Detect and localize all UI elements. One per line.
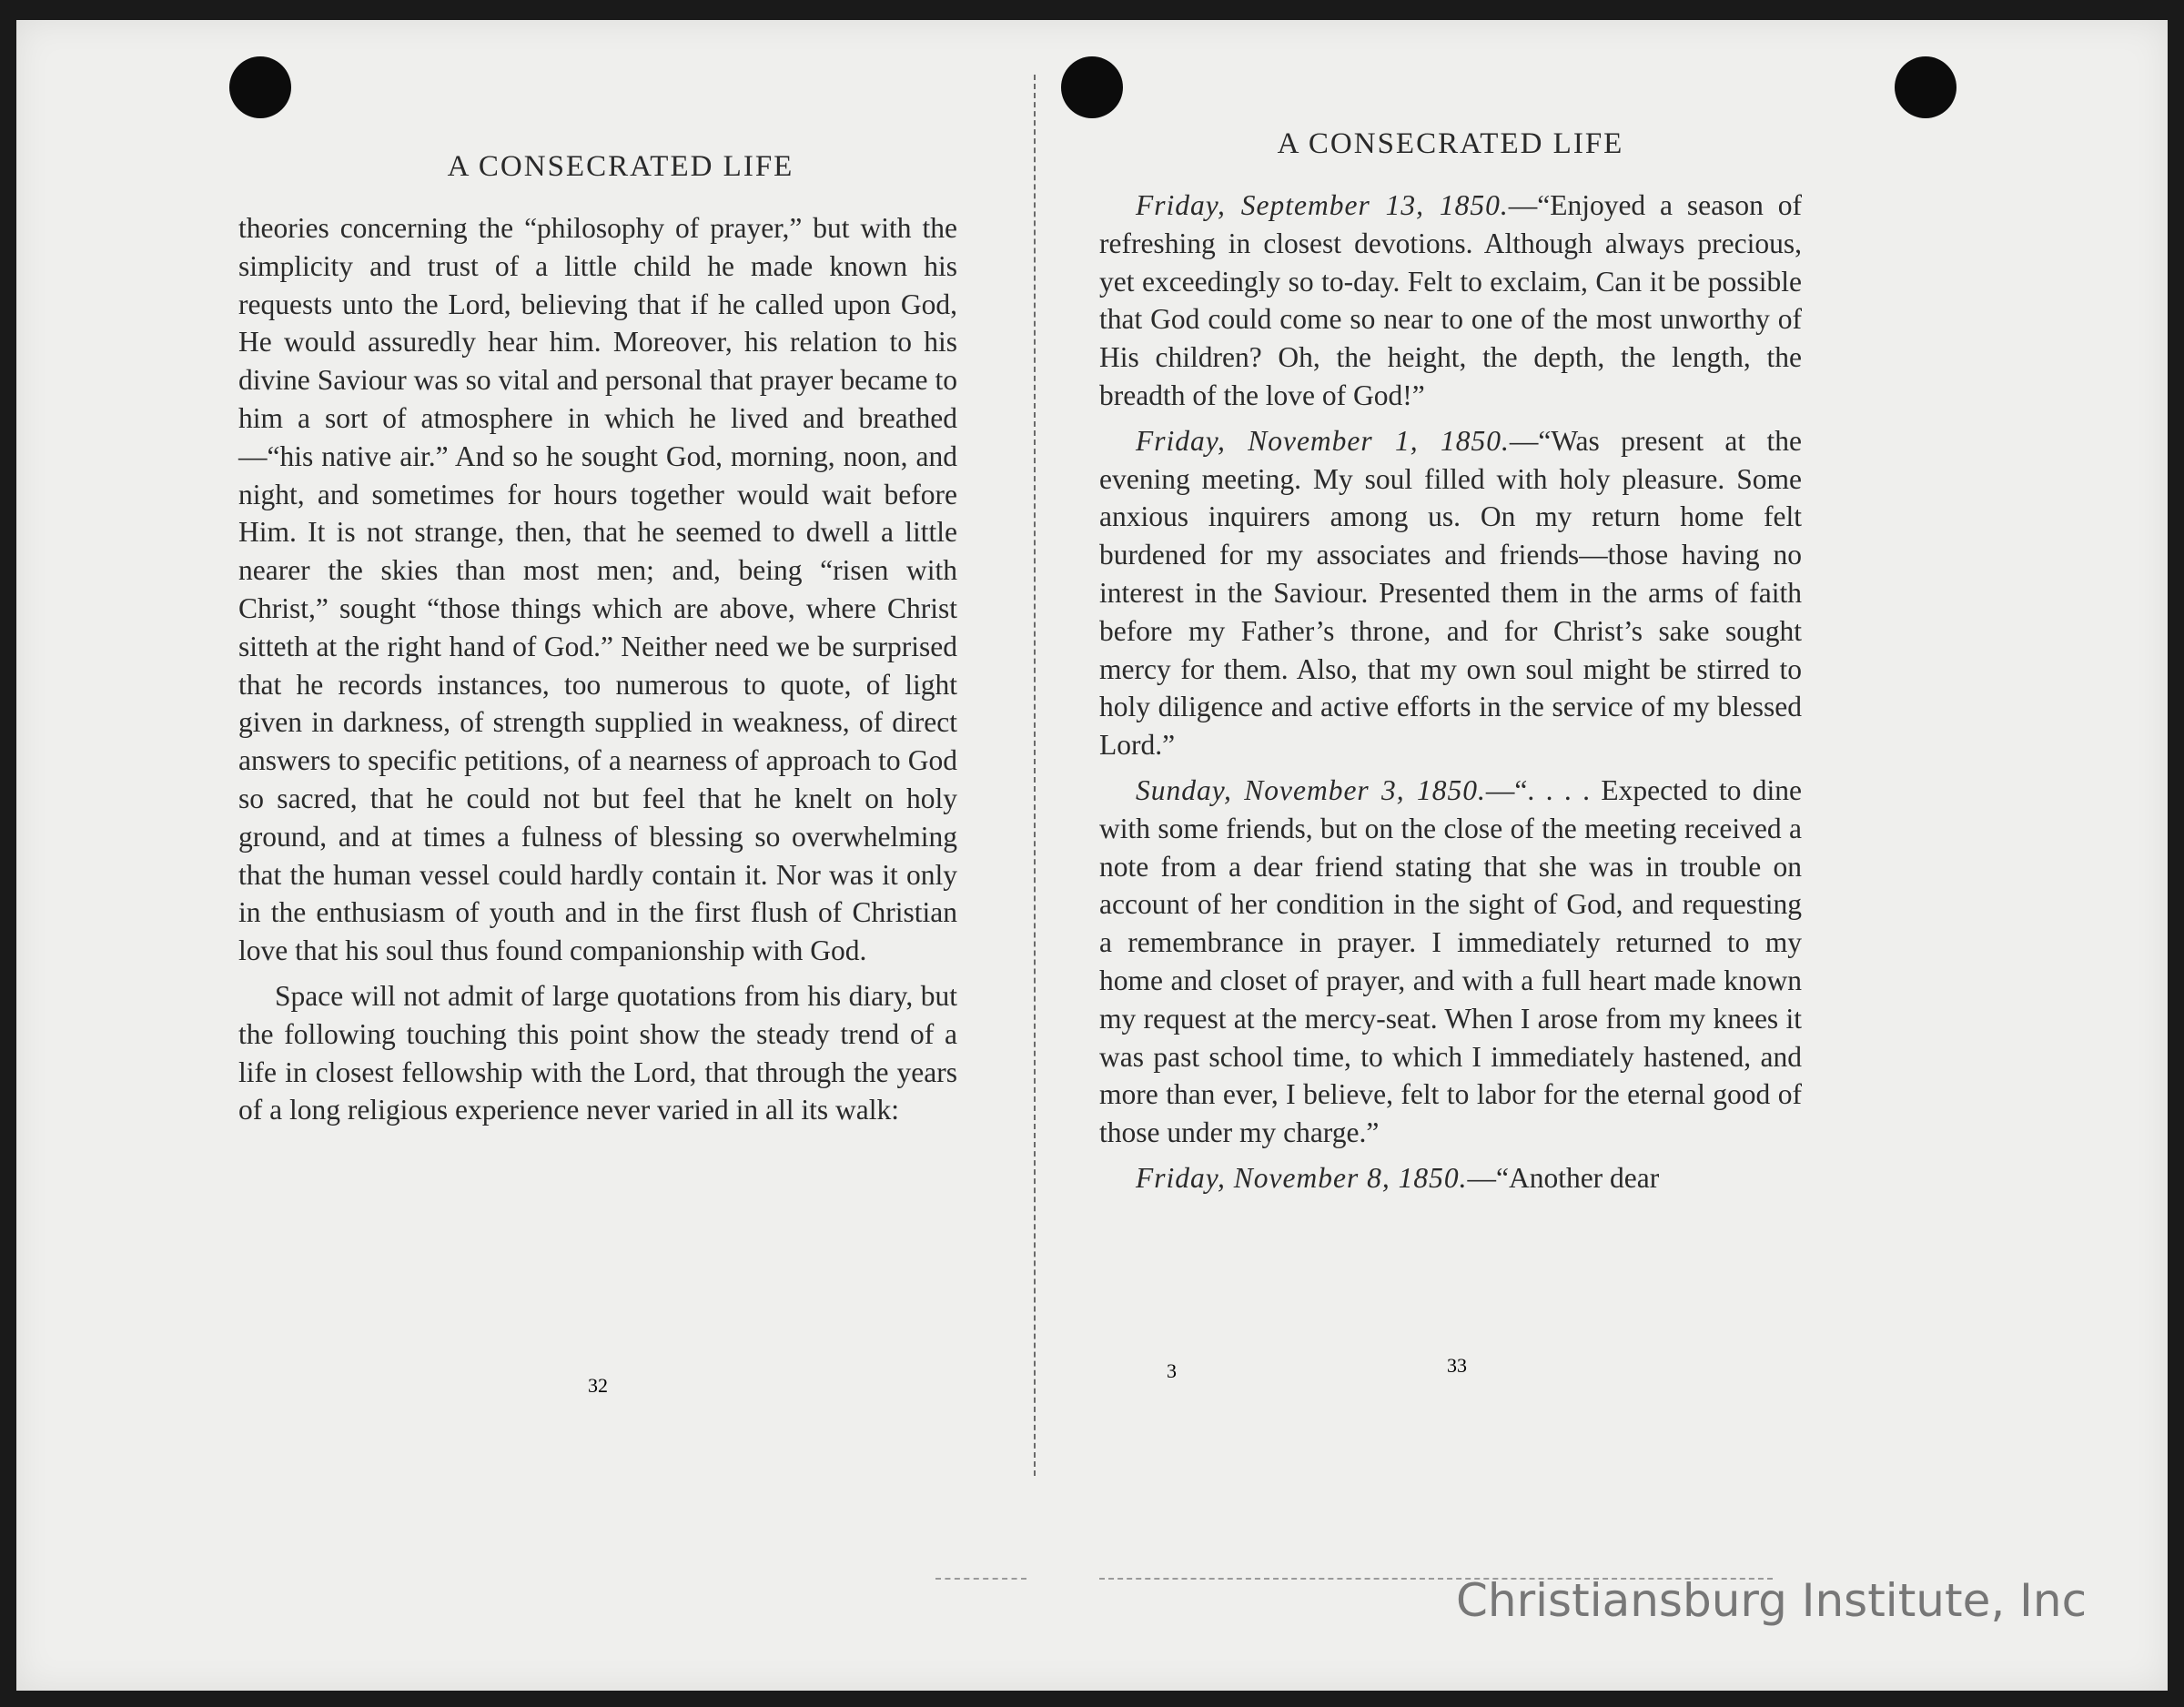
watermark-text: Christiansburg Institute, Inc	[1456, 1574, 2088, 1627]
entry-date: Friday, November 8, 1850.	[1136, 1161, 1468, 1194]
punch-hole-right	[1895, 56, 1956, 118]
diary-entry	[1099, 422, 1802, 764]
diary-entry	[1099, 1159, 1802, 1197]
page-fold-line	[1034, 75, 1036, 1476]
bottom-edge-line	[935, 1578, 1026, 1580]
page-number-right: 33	[1447, 1354, 1467, 1377]
diary-entry	[1099, 772, 1802, 1152]
entry-date: Friday, September 13, 1850.	[1136, 189, 1509, 221]
punch-hole-left	[229, 56, 291, 118]
running-head-right: A CONSECRATED LIFE	[1277, 127, 1624, 160]
page-number-left: 32	[588, 1374, 608, 1397]
running-head-left: A CONSECRATED LIFE	[447, 150, 794, 183]
entry-text: —“Enjoyed a season of refreshing in closest devotions. Although always precious, yet exceedingly so to-day. Felt to exclaim, Can it be possible that God could come so near to one of the most unworthy of His children? Oh, the height, the depth, the length, the breadth of the love of God!”	[1099, 189, 1803, 411]
entry-date: Sunday, November 3, 1850.	[1136, 773, 1486, 806]
right-page	[1099, 127, 1802, 1197]
signature-mark: 3	[1167, 1359, 1177, 1382]
entry-text: —“. . . . Expected to dine with some friends, but on the close of the meeting received a note from a dear friend stating that she was in trouble on account of her condition in the sight of God, and requesting a remembrance in prayer. I immediately returned to my home and closet of prayer, and with a full heart made known my request at the mercy-seat. When I arose from my knees it was past school time, to which I immediately hastened, and more than ever, I believe, felt to labor for the eternal good of those under my charge.”	[1099, 773, 1802, 1149]
entry-date: Friday, November 1, 1850.	[1136, 424, 1510, 457]
body-paragraph: theories concerning the “philosophy of prayer,” but with the simplicity and trust of a little child he made known his requests unto the Lord, believing that if he called upon God, He would assuredly hear him. Moreover, his relation to his divine Saviour was so vital and personal that prayer became to him a sort of atmosphere in which he lived and breathed—“his native air.” And so he sought God, morning, noon, and night, and sometimes for hours together would wait before Him. It is not strange, then, that he seemed to dwell a little nearer the skies than most men; and, being “risen with Christ,” sought “those things which are above, where Christ sitteth at the right hand of God.” Neither need we be surprised that he records instances, too numerous to quote, of light given in darkness, of strength supplied in weakness, of direct answers to specific petitions, of a nearness of approach to God so sacred, that he could not but feel that he knelt on holy ground, and at times a fulness of blessing so overwhelming that the human vessel could hardly contain it. Nor was it only in the enthusiasm of youth and in the first flush of Christian love that his soul thus found companionship with God.	[238, 212, 957, 967]
entry-text: —“Was present at the evening meeting. My soul filled with holy pleasure. Some anxious inquirers among us. On my return home felt burdened for my associates and friends—those having no interest in the Saviour. Presented them in the arms of faith before my Father’s throne, and for Christ’s sake sought mercy for them. Also, that my own soul might be stirred to holy diligence and active efforts in the service of my blessed Lord.”	[1099, 424, 1802, 762]
left-page	[238, 150, 957, 1129]
body-paragraph: Space will not admit of large quotations from his diary, but the following touching this point show the steady trend of a life in closest fellowship with the Lord, that through the years of a long religious experience never varied in all its walk:	[238, 979, 957, 1126]
punch-hole-center	[1061, 56, 1123, 118]
entry-text: —“Another dear	[1467, 1161, 1660, 1194]
diary-entry	[1099, 187, 1802, 415]
